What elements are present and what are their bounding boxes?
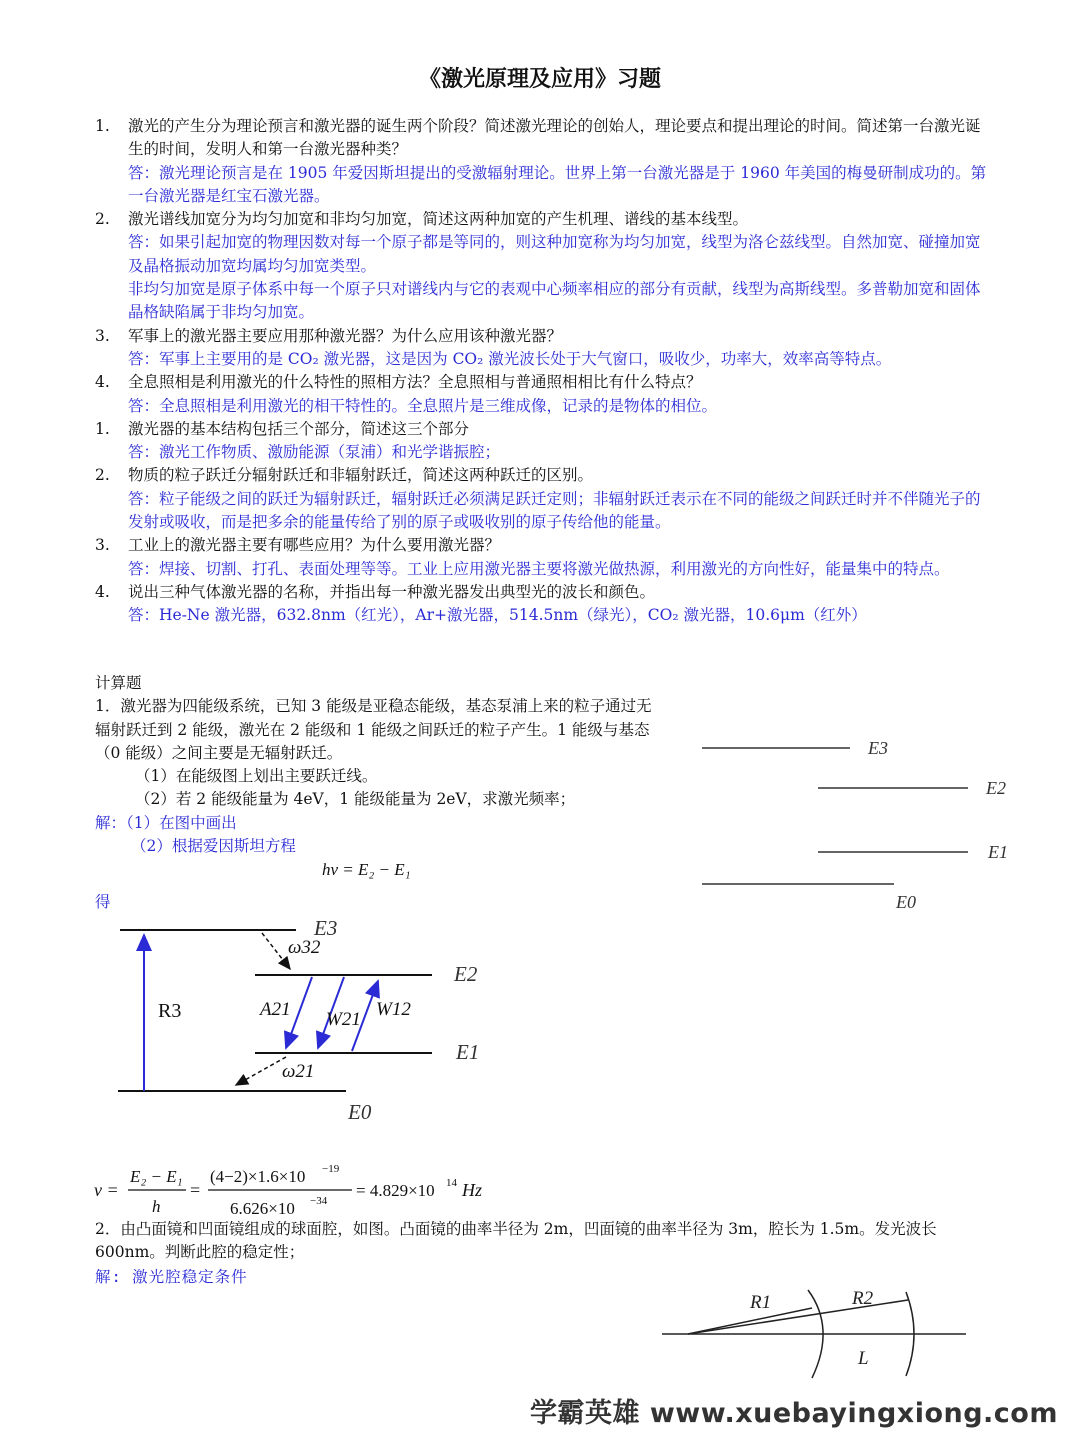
- question-text: 物质的粒子跃迁分辐射跃迁和非辐射跃迁，简述这两种跃迁的区别。: [128, 466, 594, 485]
- problem-2-text: 2．由凸面镜和凹面镜组成的球面腔，如图。凸面镜的曲率半径为 2m，凹面镜的曲率半径为 3m，腔长为 1.5m。发光波长 600nm。判断此腔的稳定性；: [95, 1220, 937, 1262]
- w32-label: ω32: [288, 937, 321, 958]
- question-number: 1.: [95, 117, 110, 135]
- r2-label: R2: [852, 1288, 874, 1309]
- frequency-formula: [94, 1158, 534, 1220]
- level-e2-label: E2: [986, 778, 1006, 798]
- solution-1-line-2: （2）根据爱因斯坦方程: [131, 837, 296, 856]
- calc-section: [95, 672, 665, 858]
- answer-text: 答：全息照相是利用激光的相干特性的。全息照片是三维成像，记录的是物体的相位。: [128, 396, 718, 415]
- r1-label: R1: [750, 1292, 772, 1313]
- nonradiative-w32-arrow: [262, 933, 290, 969]
- qa-item-4: [95, 371, 995, 394]
- question-number: 4.: [95, 582, 110, 601]
- question-text: 军事上的激光器主要应用那种激光器？为什么应用该种激光器？: [128, 326, 563, 345]
- radius-r2-line: [688, 1300, 908, 1334]
- pump-rate-label: R3: [158, 1000, 182, 1022]
- level-e0-label: E0: [896, 892, 916, 912]
- answer-text: 答：粒子能级之间的跃迁为辐射跃迁，辐射跃迁必须满足跃迁定则；非辐射跃迁表示在不同的能级之间跃迁时并不伴随光子的发射或吸收，而是把多余的能量传给了别的原子或吸收别的原子传给他的能量。: [128, 489, 981, 532]
- frequency-unit: Hz: [462, 1180, 483, 1200]
- problem-1-part-b: （2）若 2 能级能量为 4eV，1 能级能量为 2eV，求激光频率；: [135, 790, 576, 809]
- answer-text: 答：激光理论预言是在 1905 年爱因斯坦提出的受激辐射理论。世界上第一台激光器是于 1960 年美国的梅曼研制成功的。第一台激光器是红宝石激光器。: [128, 163, 987, 205]
- qa-item-1: [95, 115, 995, 162]
- question-text: 激光谱线加宽分为均匀加宽和非均匀加宽，简述这两种加宽的产生机理、谱线的基本线型。: [128, 210, 749, 229]
- w21-emission-label: W21: [326, 1009, 361, 1030]
- answer-text: 答：如果引起加宽的物理因数对每一个原子都是等同的，则这种加宽称为均匀加宽，线型为洛仑兹线型。自然加宽、碰撞加宽及晶格振动加宽均属均匀加宽类型。: [128, 233, 981, 275]
- problem-1-text: 1．激光器为四能级系统，已知 3 能级是亚稳态能级，基态泵浦上来的粒子通过无辐射跃迁到 2 能级，激光在 2 能级和 1 能级之间跃迁的粒子产生。1 能级与基态（0 能级）之间主要是无辐射跃迁。: [95, 697, 652, 762]
- qa-section: [95, 115, 995, 628]
- nonradiative-w21-arrow: [236, 1057, 286, 1085]
- energy-transition-diagram: [100, 905, 520, 1135]
- qa-item-8: [95, 581, 995, 604]
- solution-1-line-1: 解：（1）在图中画出: [95, 813, 237, 832]
- question-number: 2.: [95, 466, 110, 485]
- solution-2-heading: 解: 激光腔稳定条件: [95, 1268, 248, 1286]
- formula-lhs: ν =: [94, 1180, 119, 1200]
- einstein-equation: hν = E₂ − E₁: [322, 860, 411, 879]
- question-text: 激光器的基本结构包括三个部分，简述这三个部分: [128, 419, 470, 438]
- question-number: 3.: [95, 326, 110, 345]
- diagram-e3-label: E3: [314, 916, 338, 940]
- question-text: 工业上的激光器主要有哪些应用？为什么要用激光器？: [128, 536, 501, 555]
- question-number: 4.: [95, 373, 110, 392]
- level-e3-label: E3: [868, 738, 888, 758]
- equals-sign: =: [190, 1180, 201, 1200]
- formula-numerator-1: E₂ − E₁: [130, 1167, 183, 1186]
- answer-text: 答：激光工作物质、激励能源（泵浦）和光学谐振腔；: [128, 443, 501, 462]
- cavity-length-label: L: [858, 1348, 869, 1369]
- watermark: 学霸英雄 www.xuebayingxiong.com: [529, 1398, 1058, 1429]
- denominator-2-exponent: −34: [310, 1195, 328, 1207]
- qa-item-7: [95, 534, 995, 557]
- qa-item-2: [95, 208, 995, 231]
- diagram-e2-label: E2: [454, 962, 478, 986]
- answer-text: 答：He-Ne 激光器，632.8nm（红光），Ar+激光器，514.5nm（绿光），CO₂ 激光器，10.6μm（红外）: [128, 606, 867, 625]
- result-exponent: 14: [446, 1177, 457, 1189]
- qa-item-6: [95, 464, 995, 487]
- question-number: 2.: [95, 210, 110, 229]
- answer-text: 答：焊接、切割、打孔、表面处理等等。工业上应用激光器主要将激光做热源，利用激光的方向性好，能量集中的特点。: [128, 559, 950, 578]
- qa-item-3: [95, 325, 995, 348]
- formula-denominator-2: 6.626×10: [230, 1199, 295, 1218]
- page-title: 《激光原理及应用》习题: [418, 66, 661, 92]
- a21-label: A21: [260, 999, 291, 1020]
- numerator-2-exponent: −19: [322, 1163, 340, 1175]
- level-e1-label: E1: [988, 842, 1008, 862]
- answer-text: 答：军事上主要用的是 CO₂ 激光器，这是因为 CO₂ 激光波长处于大气窗口，吸收少，功率大，效率高等特点。: [128, 349, 892, 368]
- question-text: 激光的产生分为理论预言和激光器的诞生两个阶段？简述激光理论的创始人，理论要点和提出理论的时间。简述第一台激光诞生的时间，发明人和第一台激光器种类？: [128, 117, 981, 159]
- diagram-e1-label: E1: [456, 1040, 480, 1064]
- formula-result: = 4.829×10: [356, 1181, 435, 1200]
- question-number: 1.: [95, 419, 110, 438]
- spherical-cavity-diagram: [660, 1282, 980, 1382]
- w12-label: W12: [376, 999, 411, 1020]
- question-text: 全息照相是利用激光的什么特性的照相方法？全息照相与普通照相相比有什么特点？: [128, 373, 702, 392]
- diagram-e0-label: E0: [348, 1100, 372, 1124]
- formula-numerator-2: (4−2)×1.6×10: [210, 1167, 306, 1186]
- answer-text: 非均匀加宽是原子体系中每一个原子只对谱线内与它的表观中心频率相应的部分有贡献，线型为高斯线型。多普勒加宽和固体晶格缺陷属于非均匀加宽。: [128, 280, 981, 322]
- therefore-label: 得: [95, 893, 111, 911]
- question-text: 说出三种气体激光器的名称，并指出每一种激光器发出典型光的波长和颜色。: [128, 582, 656, 601]
- calc-heading: 计算题: [95, 674, 142, 692]
- formula-denominator-1: h: [152, 1197, 161, 1216]
- question-number: 3.: [95, 536, 110, 555]
- problem-1-part-a: （1）在能级图上划出主要跃迁线。: [135, 767, 378, 786]
- blank-energy-level-diagram: [690, 730, 1030, 930]
- qa-item-5: [95, 418, 995, 441]
- w21-label: ω21: [282, 1061, 315, 1082]
